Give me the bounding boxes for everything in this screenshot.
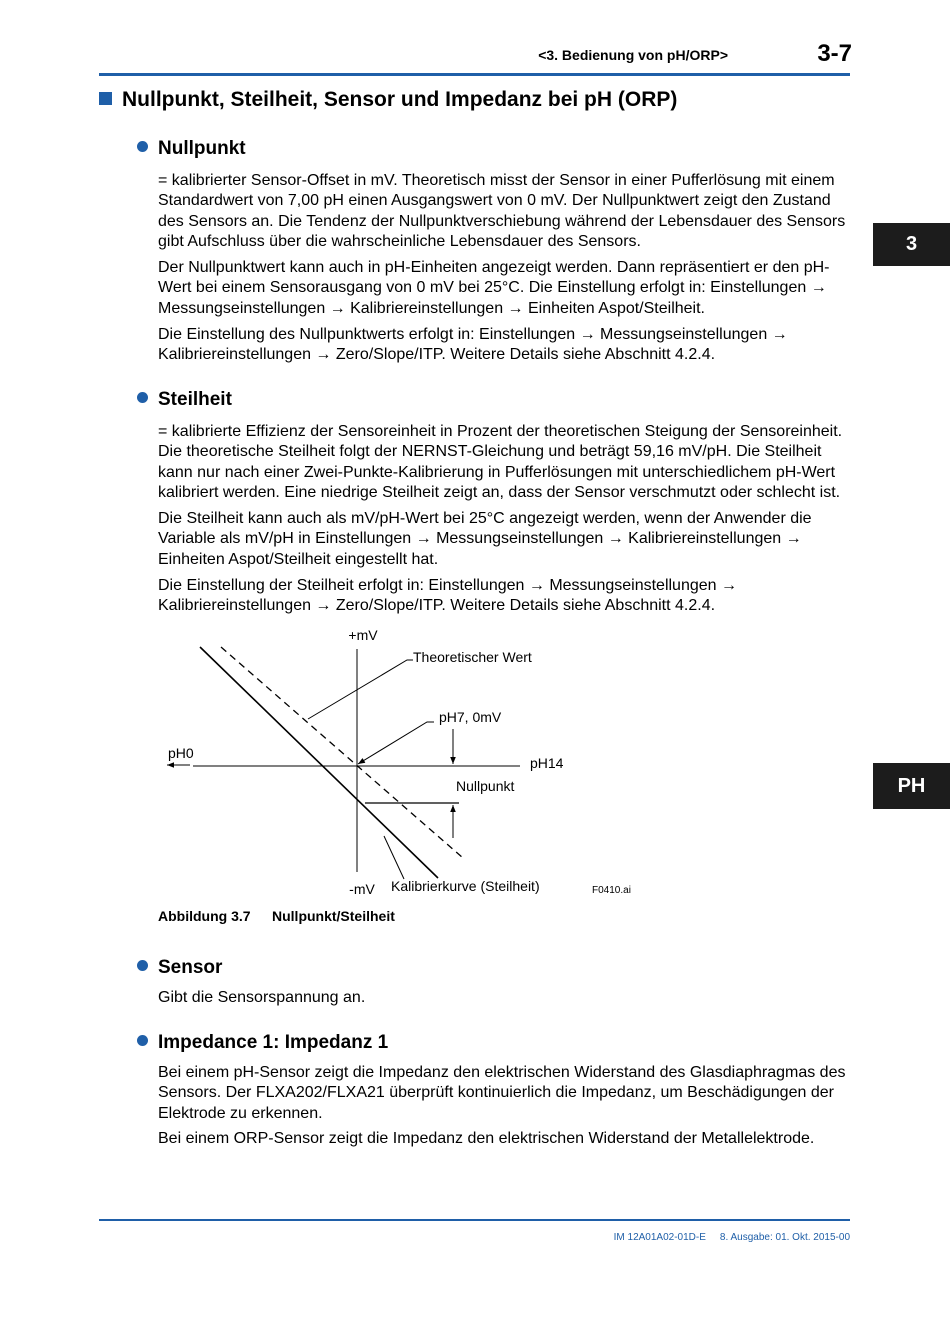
ph14-label: pH14 <box>530 755 564 771</box>
paragraph: Die Steilheit kann auch als mV/pH-Wert bei 25°C angezeigt werden, wenn der Anwender die Variable als mV/pH in Einstellungen → Messungseinstellungen → Kalibriereinstellungen → Einheiten Aspot/Steilheit eingestellt hat. <box>158 510 812 568</box>
paragraph: = kalibrierter Sensor-Offset in mV. Theoretisch misst der Sensor in einer Pufferlösung mit einem Standardwert von 7,00 pH einen Ausgangswert von 0 mV. Der Nullpunktwert zeigt den Zustand des Sensors an. Die Tendenz der Nullpunktverschiebung während der Lebensdauer des Sensors gibt Aufschluss über die wahrscheinliche Lebensdauer des Sensors. <box>158 172 846 250</box>
edition: 8. Ausgabe: 01. Okt. 2015-00 <box>719 1232 850 1243</box>
ph7-leader <box>358 722 434 764</box>
paragraph: Die Einstellung der Steilheit erfolgt in: Einstellungen → Messungseinstellungen → Kalibriereinstellungen → Zero/Slope/ITP. Weitere Details siehe Abschnitt 4.2.4. <box>158 577 737 615</box>
figure-file-id: F0410.ai <box>592 885 631 896</box>
theoretical-leader <box>308 660 413 719</box>
page-number: 3-7 <box>817 40 852 67</box>
paragraph: Der Nullpunktwert kann auch in pH-Einheiten angezeigt werden. Dann repräsentiert er den pH-Wert bei einem Sensorausgang von 0 mV bei 25°C. Die Einstellung erfolgt in: Einstellungen → Messungseinstellungen → Kalibriereinstellungen → Einheiten Aspot/Steilheit. <box>158 259 830 317</box>
paragraph: Bei einem ORP-Sensor zeigt die Impedanz den elektrischen Widerstand der Metallelektrode. <box>158 1130 815 1147</box>
caption-number: Abbildung 3.7 <box>158 908 251 924</box>
theoretical-line <box>221 647 463 858</box>
header-rule <box>99 73 850 76</box>
bullet-icon <box>137 960 148 971</box>
paragraph: Die Einstellung des Nullpunktwerts erfolgt in: Einstellungen → Messungseinstellungen → Kalibriereinstellungen → Zero/Slope/ITP. Weitere Details siehe Abschnitt 4.2.4. <box>158 326 788 364</box>
subsection-heading-sensor <box>137 957 222 979</box>
section-title <box>99 88 677 112</box>
paragraph: Gibt die Sensorspannung an. <box>158 989 366 1006</box>
heading-text: Sensor <box>158 957 223 978</box>
paragraph: = kalibrierte Effizienz der Sensoreinheit in Prozent der theoretischen Steigung der Sensoreinheit. Die theoretische Steilheit folgt der NERNST-Gleichung und beträgt 59,16 mV/pH. Die Steilheit kann nur nach einer Zwei-Punkte-Kalibrierung in Pufferlösungen mit unterschiedlichem pH-Wert kalibriert werden. Eine niedrige Steilheit zeigt an, dass der Sensor verschmutzt oder schlecht ist. <box>158 423 843 501</box>
ph0-label: pH0 <box>168 745 194 761</box>
chapter-tab[interactable]: 3 <box>873 223 950 266</box>
subsection-heading-impedance <box>137 1032 388 1054</box>
zero-slope-diagram <box>0 620 950 900</box>
theoretical-label: Theoretischer Wert <box>413 649 532 665</box>
y-minus-label: -mV <box>349 881 375 897</box>
section-tab-ph[interactable]: PH <box>873 763 950 809</box>
ph7-label: pH7, 0mV <box>439 709 502 725</box>
paragraph: Bei einem pH-Sensor zeigt die Impedanz den elektrischen Widerstand des Glasdiaphragmas des Sensors. Der FLXA202/FLXA21 überprüft kontinuierlich die Impedanz, um Beschädigungen der Elektrode zu erkennen. <box>158 1064 846 1122</box>
y-plus-label: +mV <box>348 627 378 643</box>
subsection-heading-nullpunkt <box>137 138 246 160</box>
calibration-line <box>200 647 438 878</box>
chapter-header: <3. Bedienung von pH/ORP> <box>538 47 728 63</box>
zero-point-label: Nullpunkt <box>456 778 515 794</box>
figure-caption <box>158 908 395 924</box>
bullet-icon <box>137 1035 148 1046</box>
calibration-curve-label: Kalibrierkurve (Steilheit) <box>391 878 540 894</box>
heading-text: Impedance 1: Impedanz 1 <box>158 1032 389 1053</box>
caption-title: Nullpunkt/Steilheit <box>272 908 395 924</box>
footer-rule <box>99 1219 850 1221</box>
footer <box>560 1232 850 1243</box>
subsection-heading-steilheit <box>137 389 232 411</box>
document-id: IM 12A01A02-01D-E <box>613 1232 706 1243</box>
square-bullet-icon <box>99 92 112 105</box>
bullet-icon <box>137 141 148 152</box>
section-title-text: Nullpunkt, Steilheit, Sensor und Impedanz bei pH (ORP) <box>122 88 678 111</box>
heading-text: Nullpunkt <box>158 138 246 159</box>
heading-text: Steilheit <box>158 389 232 410</box>
bullet-icon <box>137 392 148 403</box>
